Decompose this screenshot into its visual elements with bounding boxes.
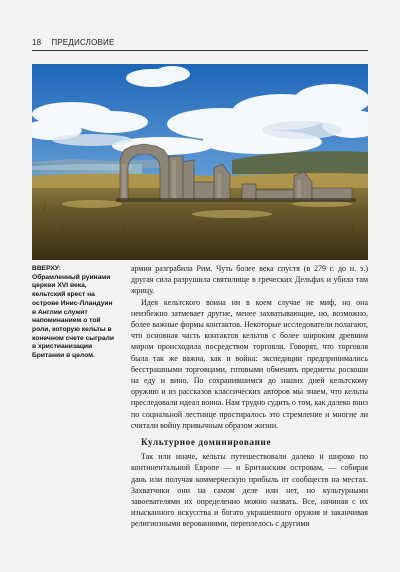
caption-text: Обрамленный руинами церкви XVI века, кельтский крест на острове Инис-Лландуин в Англии служит напоминанием о той роли, которую кельты в конечном счете сыграли в христианизации Британии в целом. bbox=[32, 273, 114, 360]
section-title: ПРЕДИСЛОВИЕ bbox=[51, 38, 115, 47]
body-paragraph-2: Идея кельтского воина ни в коем случае не миф, но она неизбежно затмевает другие, менее захватывающие, но, возможно, более важные формы контактов. Некоторые исследователи полагают, что основная часть контактов кельтов с более широким древним миром происходила посредством торговли. Говорят, что торговля была так же важна, как и война: экспедиции предпринимались бесстрашными торговцами, готовыми обменять предметы роскоши на еду и вино. По сохранившимся до наших дней кельтскому оружию и из рассказов классических авторов мы знаем, что кельты преследовали идеал воина. Нам трудно судить о том, как далеко вниз по социальной лестнице простиралось это стремление и многие ли считали войну привычным образом жизни. bbox=[131, 297, 368, 430]
caption-label: ВВЕРХУ: bbox=[32, 265, 62, 272]
header-rule bbox=[32, 50, 368, 51]
running-header bbox=[32, 38, 368, 47]
body-text-column bbox=[131, 263, 368, 530]
section-heading: Культурное доминирование bbox=[141, 437, 272, 448]
photo-caption bbox=[32, 265, 116, 361]
body-paragraph-3: Так или иначе, кельты путешествовали далеко и широко по континентальной Европе — и Британским островам, — собирая дань или получая коммерческую прибыль от сообществ на местах. Захватчики они на самом деле или нет, но культурными завоевателями их определенно можно назвать. Все, начиная с их изысканного искусства и богато украшенного оружия и заканчивая религиозными верованиями, переплелось с другими bbox=[131, 452, 368, 529]
photo-landscape-ruins-icon bbox=[32, 64, 368, 260]
body-paragraph-1: армия разграбила Рим. Чуть более века спустя (в 279 г. до н. э.) другая сила разрушила святилище в греческих Дельфах и убила там жрицу. bbox=[131, 264, 368, 296]
page-number: 18 bbox=[32, 38, 42, 47]
photo-landscape-ruins bbox=[32, 64, 368, 260]
